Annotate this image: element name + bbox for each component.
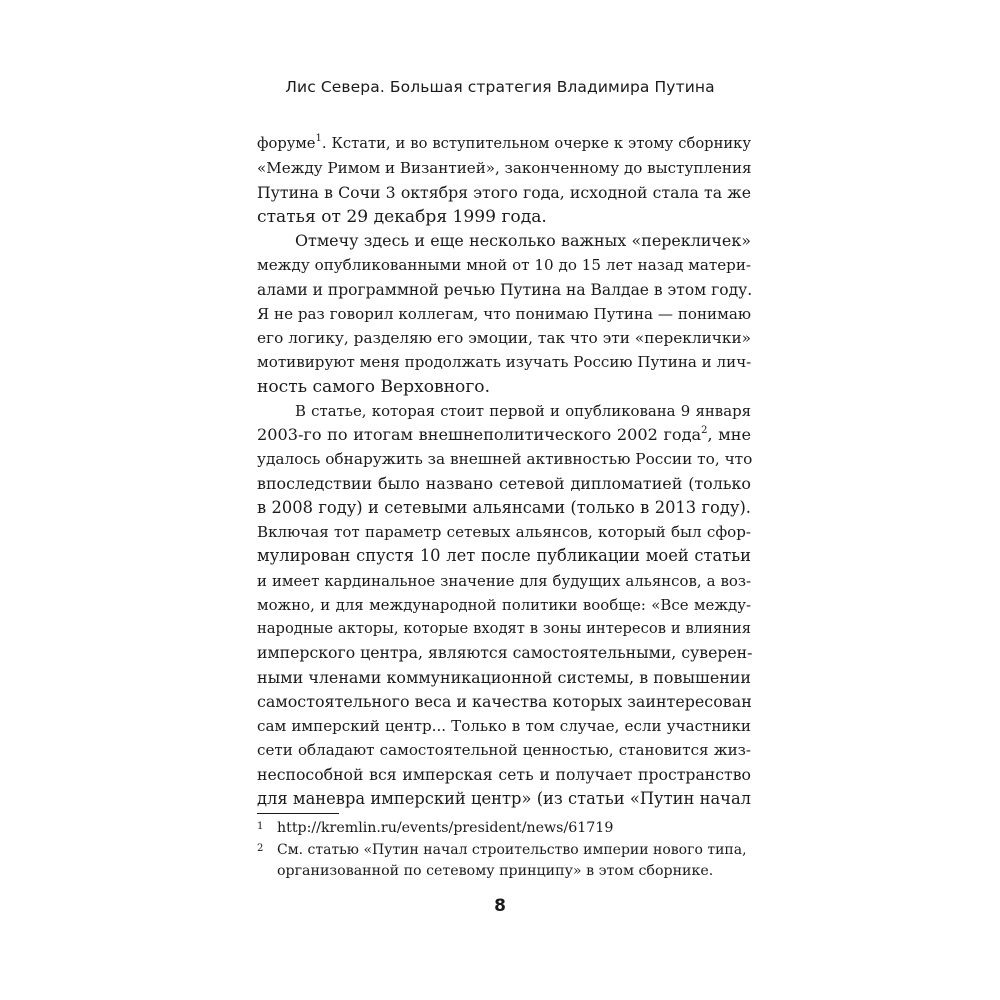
footnote-2: [257, 840, 751, 862]
text-line: В статье, которая стоит первой и опубликована 9 января: [295, 401, 751, 420]
text-line: «Между Римом и Византией», законченному до выступления: [257, 159, 752, 178]
text-line: между опубликованными мной от 10 до 15 лет назад матери-: [257, 256, 751, 275]
footnote-number: 1: [257, 821, 264, 832]
footnote-ref: 2: [701, 425, 708, 436]
text-line: имперского центра, являются самостоятельными, суверен-: [257, 643, 753, 663]
text-line: впоследствии было названо сетевой дипломатией (только: [257, 473, 751, 493]
text-line: народные акторы, которые входят в зоны интересов и влияния: [257, 620, 751, 637]
text-line: Я не раз говорил коллегам, что понимаю Путина — понимаю: [257, 304, 751, 323]
text-line: Отмечу здесь и еще несколько важных «перекличек»: [295, 231, 751, 250]
text-line: 2003-го по итогам внешнеполитического 2002 года$^2$, мне: [257, 425, 751, 444]
text-line: мулирован спустя 10 лет после публикации моей статьи: [257, 546, 751, 566]
text-line: Включая тот параметр сетевых альянсов, который был сфор-: [257, 523, 751, 541]
footnotes: [257, 818, 751, 883]
text-line: в 2008 году) и сетевыми альянсами (только в 2013 году).: [257, 497, 751, 517]
text-line: его логику, разделяю его эмоции, так что эти «переклички»: [257, 329, 751, 347]
text-line: для маневра имперский центр» (из статьи «Путин начал: [257, 788, 751, 808]
text-line: самостоятельного веса и качества которых заинтересован: [257, 691, 752, 711]
text-line: статья от 29 декабря 1999 года.: [257, 206, 547, 227]
text-line: удалось обнаружить за внешней активностью России то, что: [257, 450, 753, 469]
footnote-ref: 1: [315, 133, 322, 144]
text-line: и имеет кардинальное значение для будущих альянсов, а воз-: [257, 571, 751, 590]
footnote-text: организованной по сетевому принципу» в этом сборнике.: [277, 863, 714, 879]
text-line: форуме$^1$. Кстати, и во вступительном очерке к этому сборнику: [257, 133, 751, 152]
text-line: ность самого Верховного.: [257, 376, 491, 397]
footnote-2-continuation: [257, 861, 751, 883]
page-number: 8: [494, 896, 506, 916]
text-line: сам имперский центр... Только в том случае, если участники: [257, 717, 751, 735]
text-line: неспособной вся имперская сеть и получает пространство: [257, 764, 751, 784]
footnote-number: 2: [257, 842, 264, 854]
text-line: алами и программной речью Путина на Валдае в этом году.: [257, 280, 753, 299]
text-line: мотивируют меня продолжать изучать Россию Путина и лич-: [257, 353, 752, 372]
body-text: [257, 132, 751, 811]
text-line: Путина в Сочи 3 октября этого года, исходной стала та же: [257, 182, 751, 202]
text-line: сети обладают самостоятельной ценностью, становится жиз-: [257, 741, 751, 760]
text-line: ными членами коммуникационной системы, в повышении: [257, 667, 751, 687]
running-head: Лис Севера. Большая стратегия Владимира Путина: [285, 78, 715, 96]
footnote-1: [257, 818, 751, 840]
footnote-text: http://kremlin.ru/events/president/news/61719: [277, 820, 614, 836]
text-line: можно, и для международной политики вообще: «Все между-: [257, 595, 751, 614]
footnote-divider: [257, 813, 339, 814]
footnote-text: См. статью «Путин начал строительство империи нового типа,: [277, 841, 747, 858]
